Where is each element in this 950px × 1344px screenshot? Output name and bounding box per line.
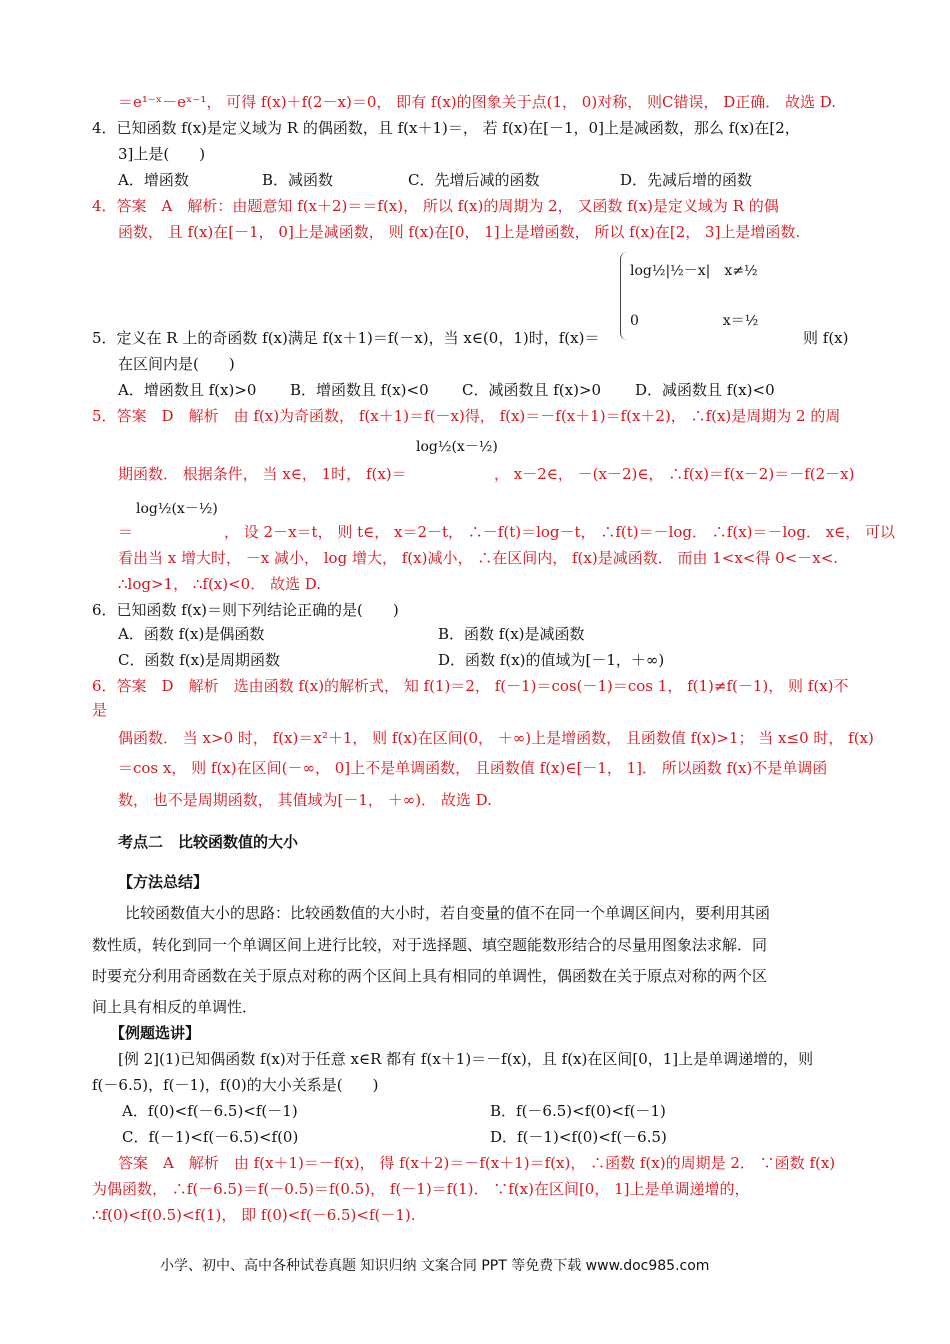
ex2-option-c: C．f(－1)<f(－6.5)<f(0) [122,1128,299,1146]
method-summary-line-1: 比较函数值大小的思路：比较函数值的大小时，若自变量的值不在同一个单调区间内，要利用其函 [125,904,771,922]
q4-option-d: D．先减后增的函数 [620,171,753,189]
ex2-option-a: A．f(0)<f(－6.5)<f(－1) [122,1102,298,1120]
question-4-line-2: 3]上是( ) [118,145,206,163]
piecewise-case-2: 0 x＝½ [630,313,759,329]
answer-6-line-1: 6．答案 D 解析 选由函数 f(x)的解析式， 知 f(1)＝2， f(－1)＝cos(－1)＝cos 1， f(1)≠f(－1)， 则 f(x)不 [92,677,849,695]
example-title: 【例题选讲】 [110,1024,201,1042]
answer-5-log-expression-1: log½(x－½) [416,439,498,455]
example-answer-line-2: 为偶函数， ∴f(－6.5)＝f(－0.5)＝f(0.5)， f(－1)＝f(1)． ∵f(x)在区间[0， 1]上是单调递增的， [92,1180,750,1198]
example-2-line-2: f(－6.5)，f(－1)，f(0)的大小关系是( ) [92,1076,379,1094]
example-answer-line-3: ∴f(0)<f(0.5)<f(1)， 即 f(0)<f(－6.5)<f(－1). [92,1206,416,1224]
q4-option-c: C．先增后减的函数 [408,171,540,189]
q6-option-a: A．函数 f(x)是偶函数 [118,625,265,643]
question-4-line-1: 4．已知函数 f(x)是定义域为 R 的偶函数，且 f(x＋1)＝， 若 f(x)在[－1，0]上是减函数，那么 f(x)在[2， [92,119,800,137]
section-title: 考点二 比较函数值的大小 [118,833,299,851]
example-answer-line-1: 答案 A 解析 由 f(x＋1)＝－f(x)， 得 f(x＋2)＝－f(x＋1)＝f(x)， ∴函数 f(x)的周期是 2． ∵函数 f(x) [118,1154,836,1172]
q6-option-b: B．函数 f(x)是减函数 [438,625,585,643]
answer-5-line-4: 看出当 x 增大时， －x 减小， log 增大， f(x)减小， ∴在区间内， f(x)是减函数． 而由 1<x<得 0<－x<. [118,549,839,567]
piecewise-case-1: log½|½－x| x≠½ [630,263,758,279]
q4-option-b: B．减函数 [262,171,334,189]
answer-5-line-5: ∴log>1， ∴f(x)<0． 故选 D. [118,575,322,593]
answer-6-line-3: 偶函数． 当 x>0 时， f(x)＝x²＋1， 则 f(x)在区间(0， ＋∞)上是增函数， 且函数值 f(x)>1； 当 x≤0 时， f(x) [118,729,874,747]
method-summary-line-4: 间上具有相反的单调性． [92,998,258,1016]
method-summary-title: 【方法总结】 [118,873,209,891]
q5-option-c: C．减函数且 f(x)>0 [462,381,602,399]
q6-option-c: C．函数 f(x)是周期函数 [118,651,280,669]
q5-option-d: D．减函数且 f(x)<0 [635,381,775,399]
example-2-line-1: [例 2](1)已知偶函数 f(x)对于任意 x∈R 都有 f(x＋1)＝－f(x)，且 f(x)在区间[0，1]上是单调递增的，则 [118,1050,814,1068]
q4-option-a: A．增函数 [118,171,189,189]
answer-6-line-2: 是 [92,701,108,719]
page-footer: 小学、初中、高中各种试卷真题 知识归纳 文案合同 PPT 等免费下载 www.doc985.com [160,1258,710,1274]
answer-5-line-3: ， 设 2－x＝t， 则 t∈， x＝2－t， ∴－f(t)＝log－t， ∴f(t)＝－log． ∴f(x)＝－log． x∈， 可以 [224,523,896,541]
question-5-line-1: 5．定义在 R 上的奇函数 f(x)满足 f(x＋1)＝f(－x)，当 x∈(0，1)时，f(x)＝ [92,329,600,347]
method-summary-line-3: 时要充分利用奇函数在关于原点对称的两个区间上具有相同的单调性，偶函数在关于原点对称的两个区 [92,967,768,985]
question-5-line-1-tail: 则 f(x) [803,329,849,347]
answer-4-line-2: 函数， 且 f(x)在[－1， 0]上是减函数， 则 f(x)在[0， 1]上是增函数， 所以 f(x)在[2， 3]上是增函数. [118,223,801,241]
answer-4-line-1: 4．答案 A 解析：由题意知 f(x＋2)＝＝f(x)， 所以 f(x)的周期为 2， 又函数 f(x)是定义域为 R 的偶 [92,197,779,215]
answer-5-line-1: 5．答案 D 解析 由 f(x)为奇函数， f(x＋1)＝f(－x)得， f(x)＝－f(x＋1)＝f(x＋2)， ∴f(x)是周期为 2 的周 [92,407,841,425]
answer-line-0: ＝e¹⁻ˣ－eˣ⁻¹， 可得 f(x)＋f(2－x)＝0， 即有 f(x)的图象关于点(1， 0)对称， 则C错误， D正确． 故选 D. [118,93,837,111]
piecewise-brace [620,252,627,340]
answer-5-line-3-head: ＝ [118,523,134,541]
answer-6-line-4: ＝cos x， 则 f(x)在区间(－∞， 0]上不是单调函数， 且函数值 f(x)∈[－1， 1]． 所以函数 f(x)不是单调函 [118,759,828,777]
answer-6-line-5: 数， 也不是周期函数， 其值域为[－1， ＋∞)． 故选 D. [118,791,492,809]
question-6: 6．已知函数 f(x)＝则下列结论正确的是( ) [92,601,399,619]
question-5-line-2: 在区间内是( ) [118,355,235,373]
q5-option-a: A．增函数且 f(x)>0 [118,381,257,399]
q6-option-d: D．函数 f(x)的值域为[－1，＋∞) [438,651,665,669]
ex2-option-b: B．f(－6.5)<f(0)<f(－1) [490,1102,666,1120]
answer-5-log-expression-2: log½(x－½) [136,501,218,517]
q5-option-b: B．增函数且 f(x)<0 [290,381,429,399]
answer-5-line-2: 期函数． 根据条件， 当 x∈， 1时， f(x)＝ [118,465,407,483]
ex2-option-d: D．f(－1)<f(0)<f(－6.5) [490,1128,667,1146]
method-summary-line-2: 数性质，转化到同一个单调区间上进行比较，对于选择题、填空题能数形结合的尽量用图象法求解．同 [92,936,768,954]
answer-5-line-2-tail: ， x－2∈， －(x－2)∈， ∴f(x)＝f(x－2)＝－f(2－x) [494,465,855,483]
